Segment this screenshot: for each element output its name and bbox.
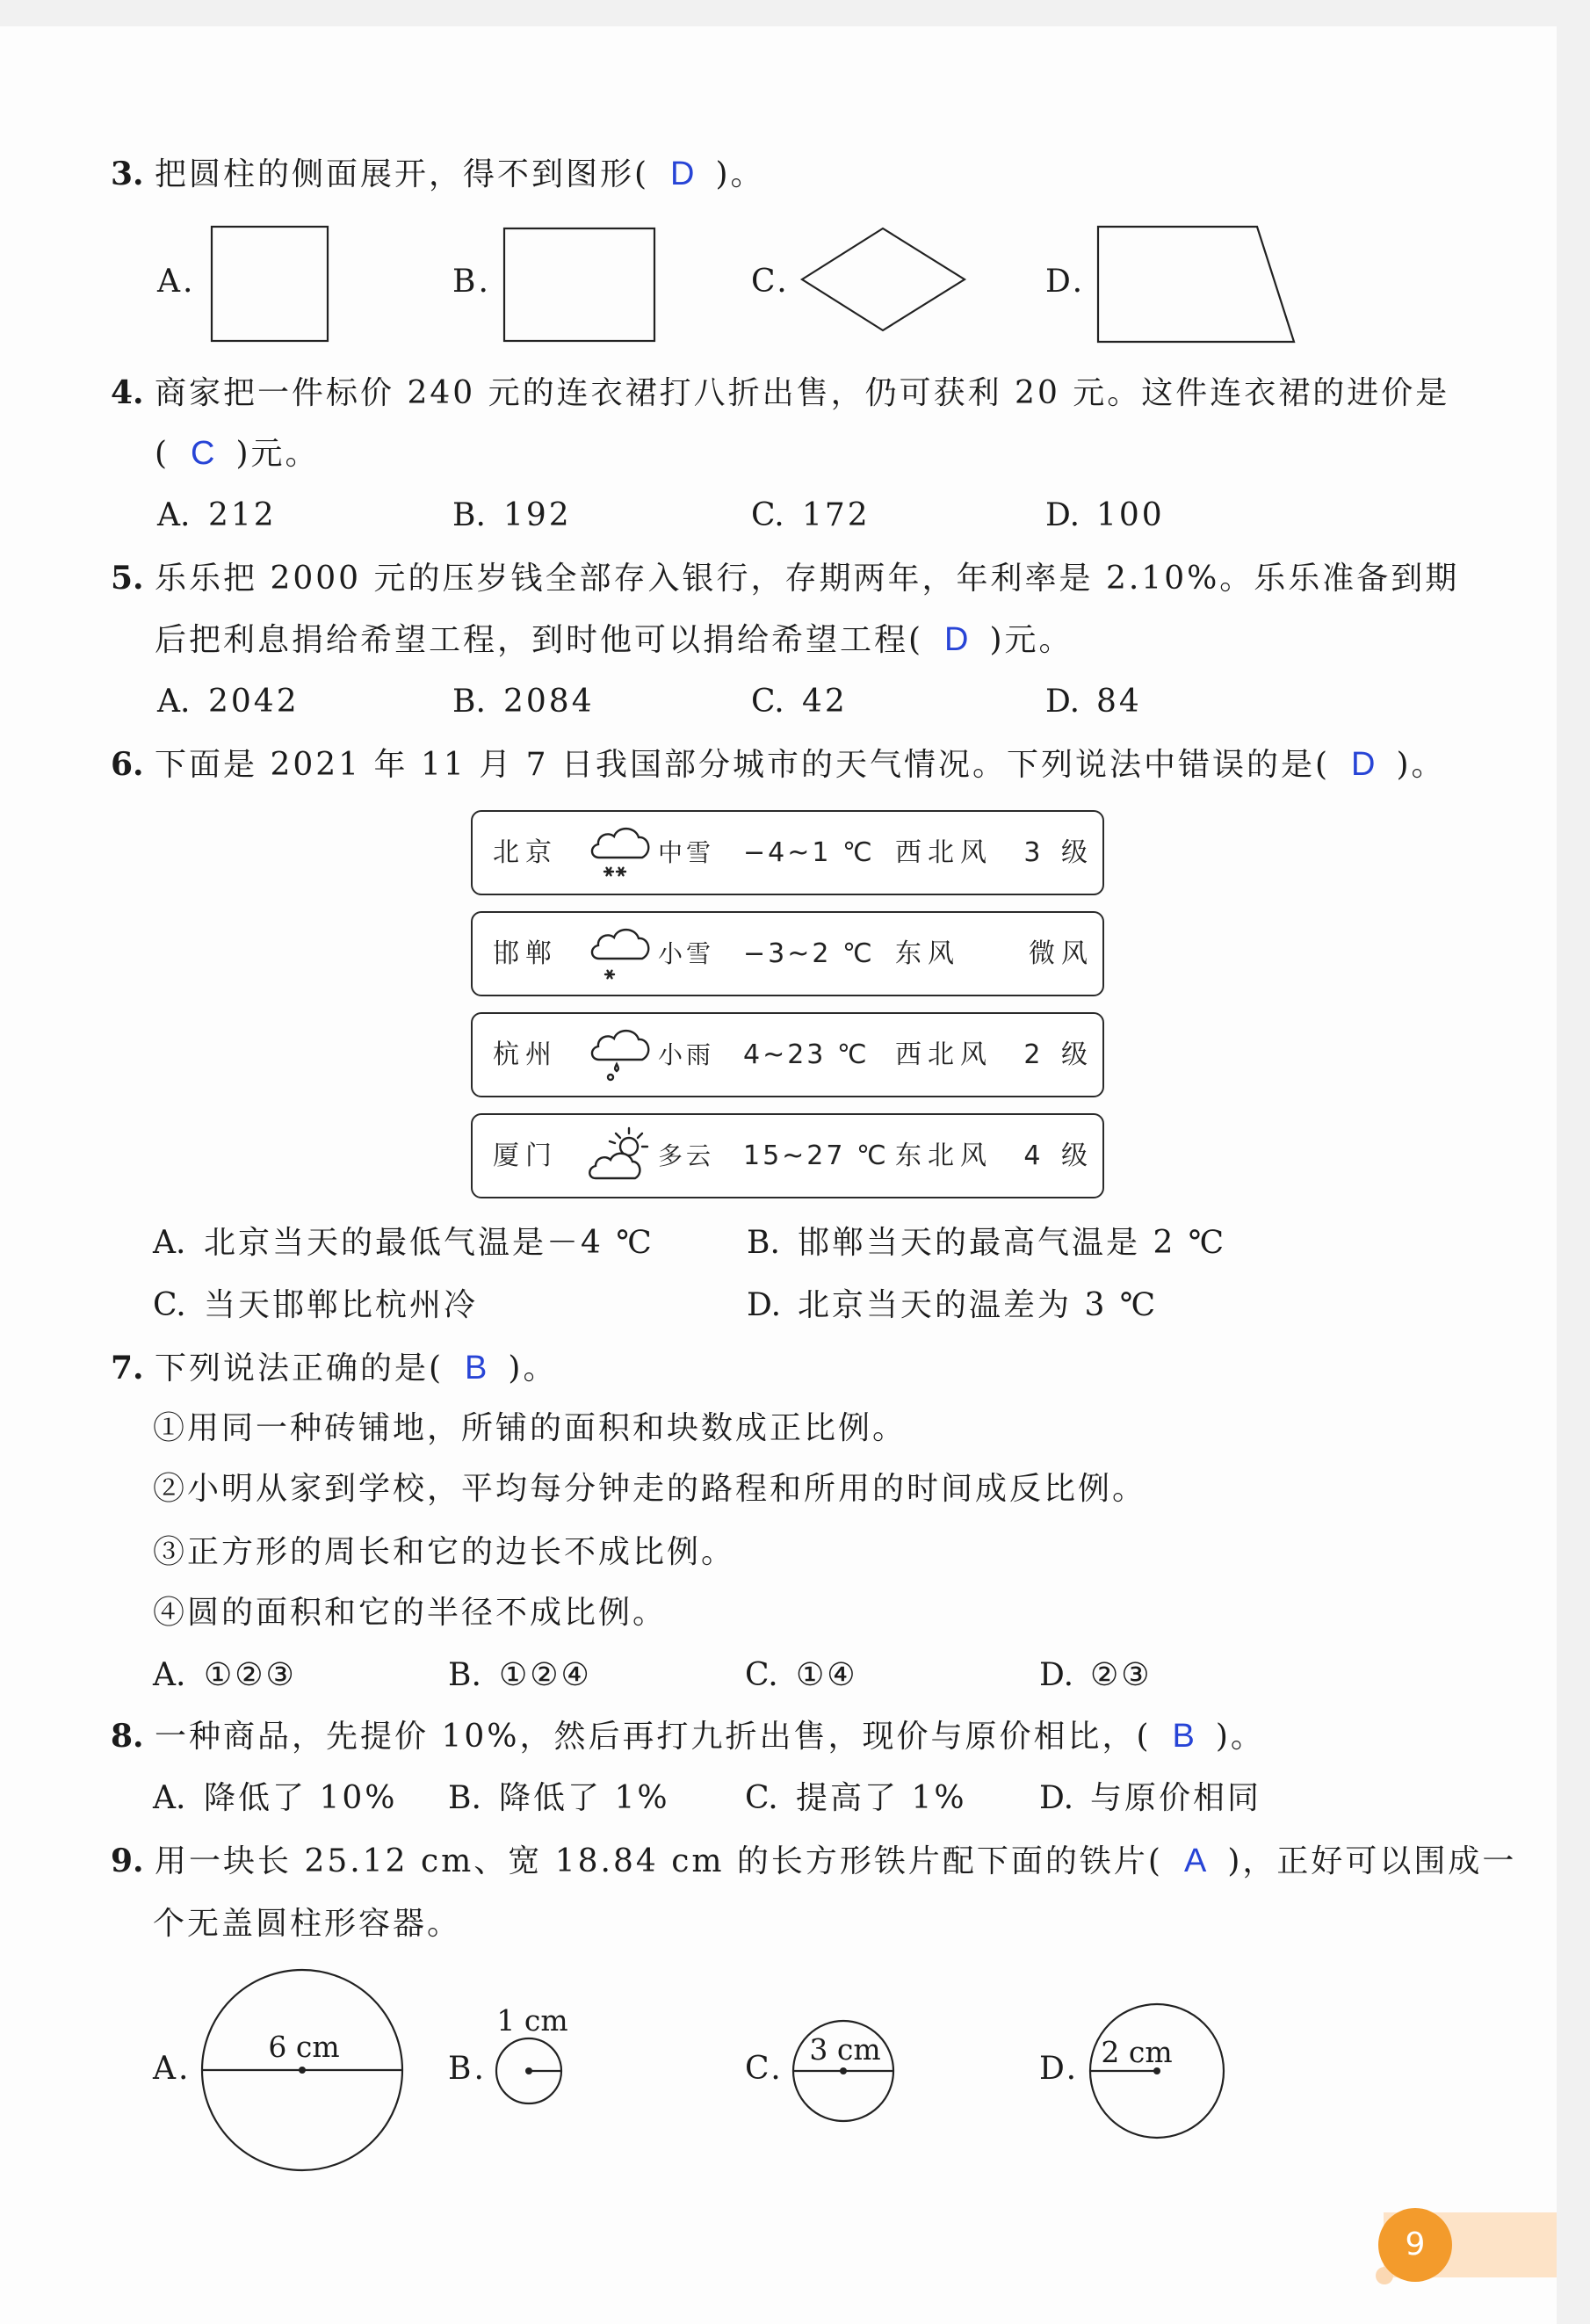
option-text: ①②④ — [499, 1657, 592, 1693]
option-text: 2042 — [208, 684, 300, 720]
option-label-c: C. — [751, 264, 790, 300]
question-stem: ( — [155, 436, 170, 472]
rectangle-shape — [503, 228, 655, 342]
circle-d-figure — [1088, 2002, 1225, 2139]
circle-b-figure — [495, 2037, 563, 2105]
question-stem-end: )元。 — [989, 622, 1073, 658]
answer-mark: D — [670, 156, 695, 192]
option-text: 降低了 10% — [204, 1780, 398, 1816]
option-text: 邯郸当天的最高气温是 2 ℃ — [798, 1225, 1227, 1261]
weather-condition: 多云 — [658, 1141, 715, 1170]
question-stem: 把圆柱的侧面展开，得不到图形( — [155, 156, 650, 192]
option-text: 当天邯郸比杭州冷 — [204, 1287, 479, 1323]
option-text: 北京当天的温差为 3 ℃ — [798, 1287, 1159, 1323]
option-a — [157, 680, 300, 724]
option-label: C. — [745, 1657, 778, 1693]
question-stem: 后把利息捐给希望工程，到时他可以捐给希望工程( — [155, 622, 924, 658]
option-label: A. — [153, 1225, 186, 1261]
circle-a-measure: 6 cm — [268, 2030, 340, 2064]
option-c — [745, 1777, 967, 1821]
option-label: C. — [751, 497, 784, 533]
wind-level: 4 级 — [1023, 1140, 1094, 1171]
option-text: ①④ — [796, 1657, 858, 1693]
option-label: D. — [1039, 1657, 1074, 1693]
statement-3: ③正方形的周长和它的边长不成比例。 — [153, 1534, 736, 1570]
option-label: B. — [747, 1225, 780, 1261]
option-label-b: B. — [452, 264, 491, 300]
question-stem-end: )。 — [1215, 1719, 1265, 1755]
option-d — [1045, 680, 1142, 724]
statement-2: ②小明从家到学校，平均每分钟走的路程和所用的时间成反比例。 — [153, 1471, 1147, 1507]
wind-direction: 东风 — [895, 938, 960, 969]
option-a — [157, 494, 277, 538]
wind-direction: 西北风 — [895, 837, 993, 868]
answer-mark: D — [1351, 746, 1376, 783]
question-number: 3. — [111, 156, 144, 192]
option-label: D. — [1039, 1780, 1074, 1816]
option-b — [452, 494, 572, 538]
question-4 — [111, 371, 1449, 415]
option-a — [153, 1221, 654, 1265]
option-label-a: A. — [157, 264, 196, 300]
question-8 — [111, 1714, 1265, 1758]
option-label: B. — [452, 497, 486, 533]
option-c — [751, 680, 848, 724]
option-label: C. — [153, 1287, 186, 1323]
question-stem: 下面是 2021 年 11 月 7 日我国部分城市的天气情况。下列说法中错误的是( — [155, 747, 1331, 783]
rhombus-shape — [801, 228, 966, 332]
option-text: 与原价相同 — [1090, 1780, 1262, 1816]
cloud-light-snow-icon — [585, 920, 657, 987]
question-stem-end: )。 — [715, 156, 765, 192]
question-9-line-2: 个无盖圆柱形容器。 — [153, 1906, 462, 1942]
option-label: A. — [157, 497, 191, 533]
question-stem-end: )元。 — [235, 436, 320, 472]
circle-b-measure: 1 cm — [496, 2003, 568, 2038]
question-9 — [111, 1839, 1516, 1883]
option-label-a: A. — [153, 2051, 192, 2087]
option-text: ①②③ — [204, 1657, 297, 1693]
weather-condition: 小雪 — [658, 939, 715, 968]
option-label-b: B. — [448, 2051, 487, 2087]
wind-direction: 东北风 — [895, 1140, 993, 1171]
option-c — [751, 494, 871, 538]
option-c — [153, 1284, 478, 1328]
circle-c-measure: 3 cm — [809, 2032, 881, 2067]
cloud-light-rain-icon — [585, 1021, 657, 1088]
weather-card-beijing — [471, 810, 1104, 895]
option-label: A. — [157, 684, 191, 720]
option-a — [153, 1777, 397, 1821]
option-text: 北京当天的最低气温是－4 ℃ — [204, 1225, 654, 1261]
square-shape — [211, 226, 329, 342]
question-stem: 用一块长 25.12 cm、宽 18.84 cm 的长方形铁片配下面的铁片( — [155, 1843, 1163, 1879]
question-7 — [111, 1346, 557, 1390]
option-text: ②③ — [1090, 1657, 1153, 1693]
option-text: 2084 — [503, 684, 595, 720]
question-stem: 乐乐把 2000 元的压岁钱全部存入银行，存期两年，年利率是 2.10%。乐乐准备到期 — [155, 561, 1460, 597]
wind-direction: 西北风 — [895, 1039, 993, 1070]
city-name: 邯郸 — [493, 938, 558, 969]
trapezoid-shape — [1097, 226, 1296, 344]
option-d — [1039, 1654, 1153, 1698]
weather-card-xiamen — [471, 1113, 1104, 1198]
option-label: A. — [153, 1780, 186, 1816]
answer-mark: A — [1183, 1843, 1207, 1879]
question-5 — [111, 556, 1459, 600]
option-text: 42 — [802, 684, 848, 720]
city-name: 杭州 — [493, 1039, 558, 1070]
option-b — [452, 680, 595, 724]
option-text: 100 — [1096, 497, 1165, 533]
question-number: 7. — [111, 1350, 144, 1386]
question-number: 5. — [111, 560, 144, 597]
question-4-line-2 — [155, 431, 320, 475]
option-text: 212 — [208, 497, 277, 533]
question-number: 9. — [111, 1843, 144, 1879]
option-a — [153, 1654, 297, 1698]
weather-condition: 小雨 — [658, 1040, 715, 1069]
wind-level: 3 级 — [1023, 837, 1094, 868]
option-b — [448, 1777, 670, 1821]
temperature-range: 15~27 ℃ — [743, 1140, 889, 1171]
question-stem-end: )。 — [1396, 747, 1446, 783]
option-label: A. — [153, 1657, 186, 1693]
option-label: D. — [1045, 497, 1080, 533]
cloud-medium-snow-icon — [585, 819, 657, 886]
option-label: D. — [747, 1287, 782, 1323]
temperature-range: −3~2 ℃ — [743, 938, 875, 969]
option-text: 192 — [503, 497, 572, 533]
option-label: B. — [452, 684, 486, 720]
answer-mark: B — [1172, 1718, 1195, 1755]
question-5-line-2 — [155, 618, 1073, 662]
circle-a-figure — [200, 1968, 404, 2172]
question-stem: 商家把一件标价 240 元的连衣裙打八折出售，仍可获利 20 元。这件连衣裙的进价是 — [155, 375, 1450, 411]
option-d — [1045, 494, 1165, 538]
option-b — [747, 1221, 1226, 1265]
wind-level: 2 级 — [1023, 1039, 1094, 1070]
weather-card-handan — [471, 911, 1104, 996]
option-label: C. — [745, 1780, 778, 1816]
city-name: 北京 — [493, 837, 558, 868]
weather-condition: 中雪 — [658, 838, 715, 867]
answer-mark: C — [191, 435, 215, 472]
question-number: 4. — [111, 374, 144, 411]
question-6 — [111, 742, 1446, 786]
answer-mark: D — [944, 621, 969, 658]
answer-mark: B — [465, 1350, 488, 1386]
city-name: 厦门 — [493, 1140, 558, 1171]
option-text: 降低了 1% — [499, 1780, 670, 1816]
page-number: 9 — [1378, 2208, 1452, 2282]
option-d — [1039, 1777, 1261, 1821]
question-number: 8. — [111, 1718, 144, 1755]
temperature-range: 4~23 ℃ — [743, 1039, 870, 1070]
temperature-range: −4~1 ℃ — [743, 837, 875, 868]
option-label-d: D. — [1039, 2051, 1080, 2087]
option-label: B. — [448, 1657, 481, 1693]
sun-cloud-icon — [585, 1122, 657, 1189]
statement-4: ④圆的面积和它的半径不成比例。 — [153, 1595, 668, 1631]
weather-card-hangzhou — [471, 1012, 1104, 1097]
option-d — [747, 1284, 1158, 1328]
question-stem-end: )。 — [508, 1350, 558, 1386]
option-c — [745, 1654, 858, 1698]
circle-d-measure: 2 cm — [1101, 2035, 1173, 2069]
option-label-d: D. — [1045, 264, 1086, 300]
question-stem-end: )，正好可以围成一 — [1227, 1843, 1517, 1879]
question-stem: 下列说法正确的是( — [155, 1350, 444, 1386]
statement-1: ①用同一种砖铺地，所铺的面积和块数成正比例。 — [153, 1410, 907, 1446]
question-number: 6. — [111, 746, 144, 783]
option-label-c: C. — [745, 2051, 784, 2087]
option-label: C. — [751, 684, 784, 720]
option-text: 提高了 1% — [796, 1780, 967, 1816]
option-text: 84 — [1096, 684, 1142, 720]
option-b — [448, 1654, 592, 1698]
question-3 — [111, 152, 765, 196]
option-label: D. — [1045, 684, 1080, 720]
option-text: 172 — [802, 497, 871, 533]
option-label: B. — [448, 1780, 481, 1816]
wind-level: 微风 — [1029, 938, 1094, 969]
question-stem: 一种商品，先提价 10%，然后再打九折出售，现价与原价相比，( — [155, 1719, 1152, 1755]
